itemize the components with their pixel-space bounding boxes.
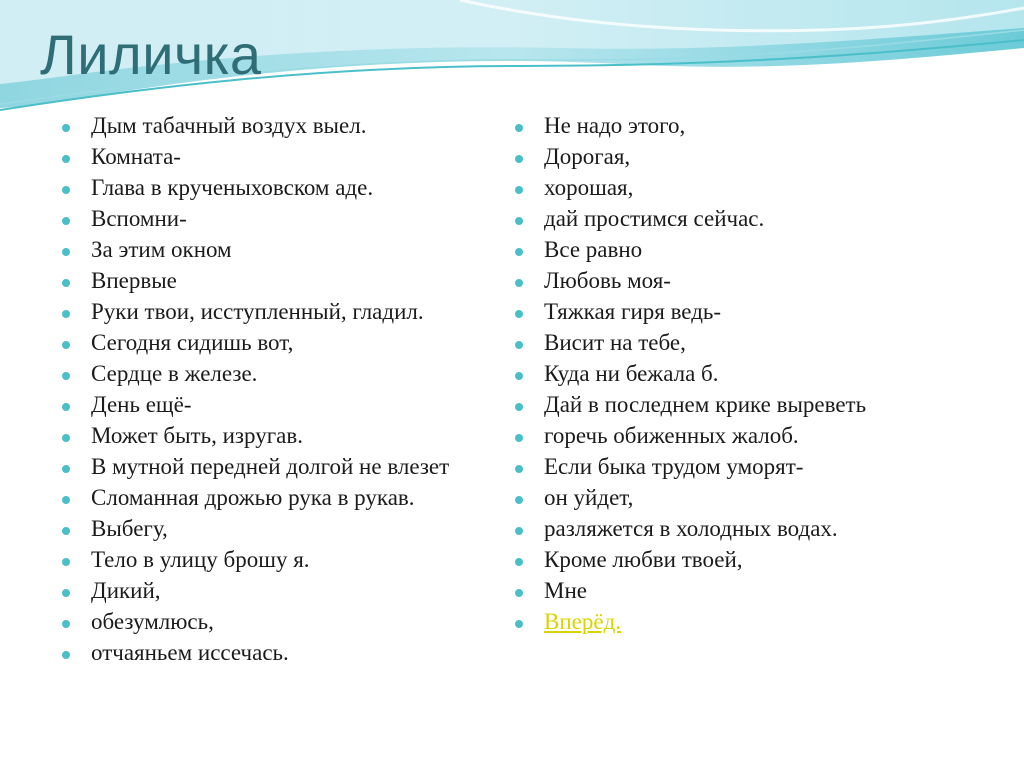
poem-line-text: За этим окном [91, 237, 232, 262]
left-poem-column [62, 113, 492, 671]
poem-line [515, 175, 955, 201]
bullet-dot-icon [62, 248, 70, 256]
bullet-dot-icon [515, 620, 523, 628]
bullet-dot-icon [62, 279, 70, 287]
poem-line [515, 547, 955, 573]
poem-line-text: Дикий, [91, 578, 161, 603]
bullet-dot-icon [515, 217, 523, 225]
poem-line-text: Куда ни бежала б. [544, 361, 719, 386]
poem-line [515, 485, 955, 511]
poem-line-text: хорошая, [544, 175, 634, 200]
bullet-dot-icon [62, 217, 70, 225]
poem-line-text: дай простимся сейчас. [544, 206, 765, 231]
poem-line [515, 330, 955, 356]
poem-line [62, 392, 492, 418]
poem-line-text: горечь обиженных жалоб. [544, 423, 799, 448]
poem-line [62, 516, 492, 542]
poem-line [515, 578, 955, 604]
poem-line-text: Комната- [91, 144, 181, 169]
right-poem-column [515, 113, 955, 640]
bullet-dot-icon [515, 372, 523, 380]
poem-line-text: Дорогая, [544, 144, 631, 169]
poem-line-text: Дым табачный воздух выел. [91, 113, 367, 138]
poem-line-text: Сердце в железе. [91, 361, 258, 386]
bullet-dot-icon [515, 248, 523, 256]
poem-line [515, 237, 955, 263]
bullet-dot-icon [515, 124, 523, 132]
poem-line-text: Вспомни- [91, 206, 187, 231]
next-link[interactable] [515, 609, 955, 635]
bullet-dot-icon [515, 403, 523, 411]
bullet-dot-icon [515, 310, 523, 318]
poem-line [515, 144, 955, 170]
bullet-dot-icon [62, 620, 70, 628]
poem-line [62, 113, 492, 139]
bullet-dot-icon [62, 558, 70, 566]
bullet-dot-icon [62, 465, 70, 473]
bullet-dot-icon [62, 403, 70, 411]
bullet-dot-icon [62, 155, 70, 163]
poem-line [515, 299, 955, 325]
bullet-dot-icon [515, 341, 523, 349]
poem-line-text: Тело в улицу брошу я. [91, 547, 310, 572]
bullet-dot-icon [515, 279, 523, 287]
bullet-dot-icon [62, 651, 70, 659]
bullet-dot-icon [515, 589, 523, 597]
poem-line [62, 485, 492, 511]
poem-line-text: Висит на тебе, [544, 330, 686, 355]
poem-line [62, 454, 492, 480]
bullet-dot-icon [515, 186, 523, 194]
bullet-dot-icon [515, 496, 523, 504]
bullet-dot-icon [62, 527, 70, 535]
poem-line-text: обезумлюсь, [91, 609, 214, 634]
poem-line-text: Сломанная дрожью рука в рукав. [91, 485, 415, 510]
poem-line-text: Если быка трудом уморят- [544, 454, 804, 479]
poem-line [62, 206, 492, 232]
poem-line [62, 578, 492, 604]
poem-line-text: Руки твои, исступленный, гладил. [91, 299, 424, 324]
poem-line-text: Мне [544, 578, 587, 603]
poem-line-text: Глава в крученыховском аде. [91, 175, 374, 200]
bullet-dot-icon [62, 310, 70, 318]
poem-line [515, 206, 955, 232]
poem-line [62, 237, 492, 263]
poem-line [62, 423, 492, 449]
bullet-dot-icon [62, 372, 70, 380]
bullet-dot-icon [62, 124, 70, 132]
bullet-dot-icon [62, 496, 70, 504]
slide-title: Лиличка [40, 23, 262, 86]
poem-line-text: Дай в последнем крике выреветь [544, 392, 867, 417]
poem-line-text: Сегодня сидишь вот, [91, 330, 294, 355]
poem-line-text: разляжется в холодных водах. [544, 516, 838, 541]
poem-line [62, 144, 492, 170]
poem-line [62, 175, 492, 201]
poem-line-text: Впервые [91, 268, 177, 293]
poem-line [62, 640, 492, 666]
bullet-dot-icon [515, 527, 523, 535]
poem-line-text[interactable]: Вперёд. [544, 609, 622, 634]
poem-line [515, 361, 955, 387]
poem-line-text: День ещё- [91, 392, 192, 417]
bullet-dot-icon [62, 589, 70, 597]
poem-line-text: Не надо этого, [544, 113, 686, 138]
poem-line [62, 547, 492, 573]
poem-line [62, 361, 492, 387]
bullet-dot-icon [62, 186, 70, 194]
poem-line-text: Все равно [544, 237, 643, 262]
poem-line [515, 454, 955, 480]
bullet-dot-icon [515, 558, 523, 566]
poem-line-text: Может быть, изругав. [91, 423, 303, 448]
bullet-dot-icon [515, 465, 523, 473]
poem-line-text: В мутной передней долгой не влезет [91, 454, 450, 479]
poem-line [62, 330, 492, 356]
bullet-dot-icon [515, 155, 523, 163]
poem-line-text: отчаяньем иссечась. [91, 640, 289, 665]
poem-line-text: Любовь моя- [544, 268, 671, 293]
poem-line [515, 392, 955, 418]
poem-line [62, 268, 492, 294]
poem-line-text: Тяжкая гиря ведь- [544, 299, 722, 324]
bullet-dot-icon [62, 434, 70, 442]
bullet-dot-icon [515, 434, 523, 442]
poem-line-text: Выбегу, [91, 516, 168, 541]
poem-line [62, 609, 492, 635]
bullet-dot-icon [62, 341, 70, 349]
poem-line-text: он уйдет, [544, 485, 634, 510]
poem-line-text: Кроме любви твоей, [544, 547, 743, 572]
poem-line [515, 516, 955, 542]
poem-line [515, 268, 955, 294]
poem-line [515, 423, 955, 449]
poem-line [515, 113, 955, 139]
poem-line [62, 299, 492, 325]
